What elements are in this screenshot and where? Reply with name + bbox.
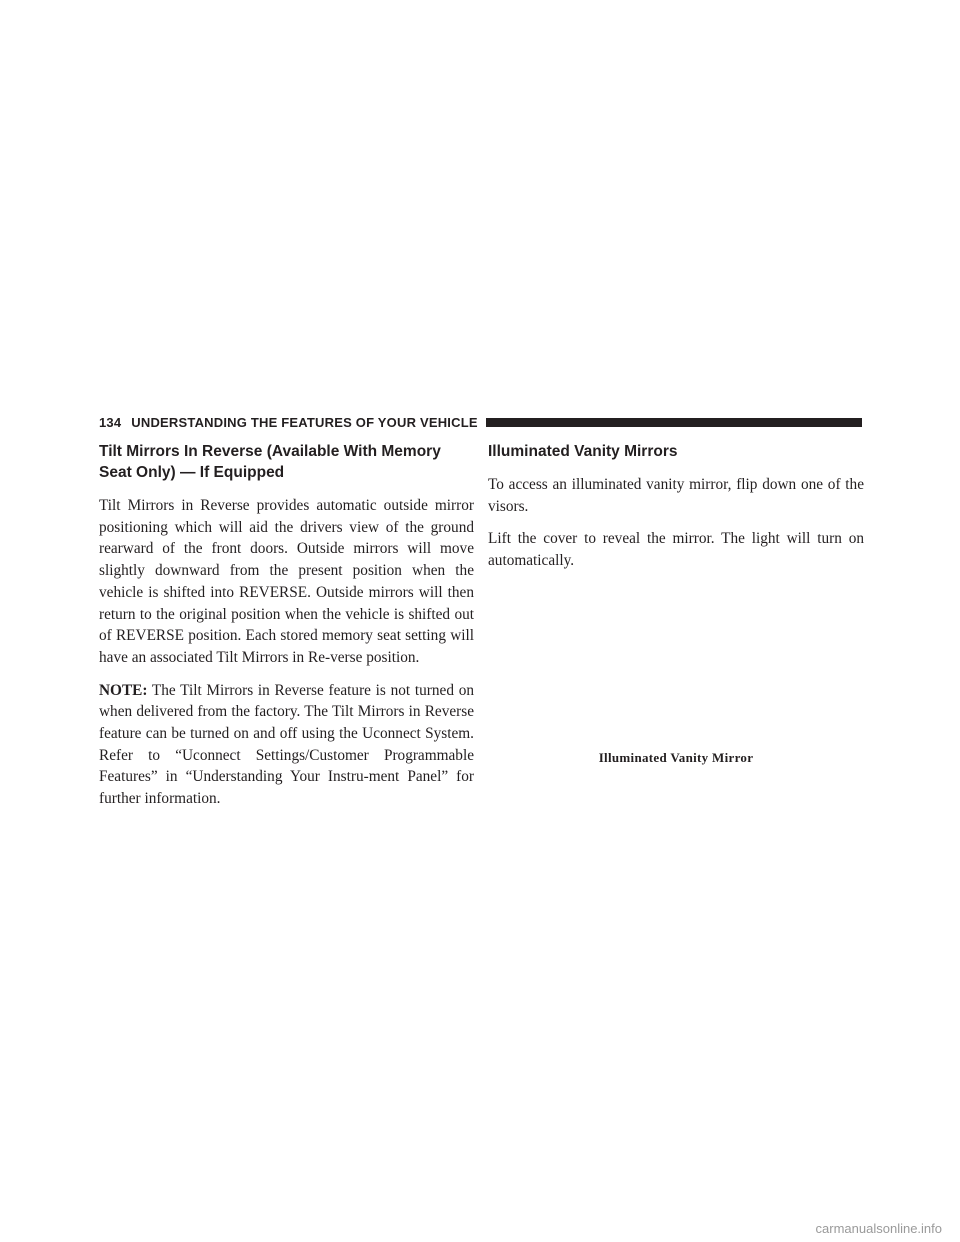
watermark: carmanualsonline.info [815, 1221, 942, 1236]
figure-caption: Illuminated Vanity Mirror [598, 750, 754, 765]
vanity-mirrors-paragraph-2: Lift the cover to reveal the mirror. The light will turn on automatically. [488, 530, 864, 570]
vanity-mirror-figure [488, 596, 864, 746]
vanity-mirrors-paragraph-1: To access an illuminated vanity mirror, flip down one of the visors. [488, 476, 864, 515]
vanity-mirrors-heading: Illuminated Vanity Mirrors [488, 443, 678, 460]
header-rule [486, 418, 862, 427]
section-title: UNDERSTANDING THE FEATURES OF YOUR VEHICLE [131, 414, 478, 430]
note-label: NOTE: [99, 681, 148, 699]
right-column [488, 441, 864, 583]
note-text: The Tilt Mirrors in Reverse feature is not turned on when delivered from the factory. The Tilt Mirrors in Reverse feature can be turned on and off using the Uconnect System. Refer to “Uconnect Settings/Customer Programmable Features” in “Understanding Your Instru-ment Panel” for further information. [99, 681, 474, 808]
page-number: 134 [99, 414, 122, 430]
note-paragraph [99, 680, 474, 810]
tilt-mirrors-heading: Tilt Mirrors In Reverse (Available With Memory Seat Only) — If Equipped [99, 443, 441, 481]
page-header [99, 412, 862, 432]
tilt-mirrors-paragraph: Tilt Mirrors in Reverse provides automatic outside mirror positioning which will aid the drivers view of the ground rearward of the front doors. Outside mirrors will move slightly downward from the present position when the vehicle is shifted into REVERSE. Outside mirrors will then return to the original position when the vehicle is shifted out of REVERSE position. Each stored memory seat setting will have an associated Tilt Mirrors in Re-verse position. [99, 497, 474, 666]
left-column [99, 441, 474, 821]
